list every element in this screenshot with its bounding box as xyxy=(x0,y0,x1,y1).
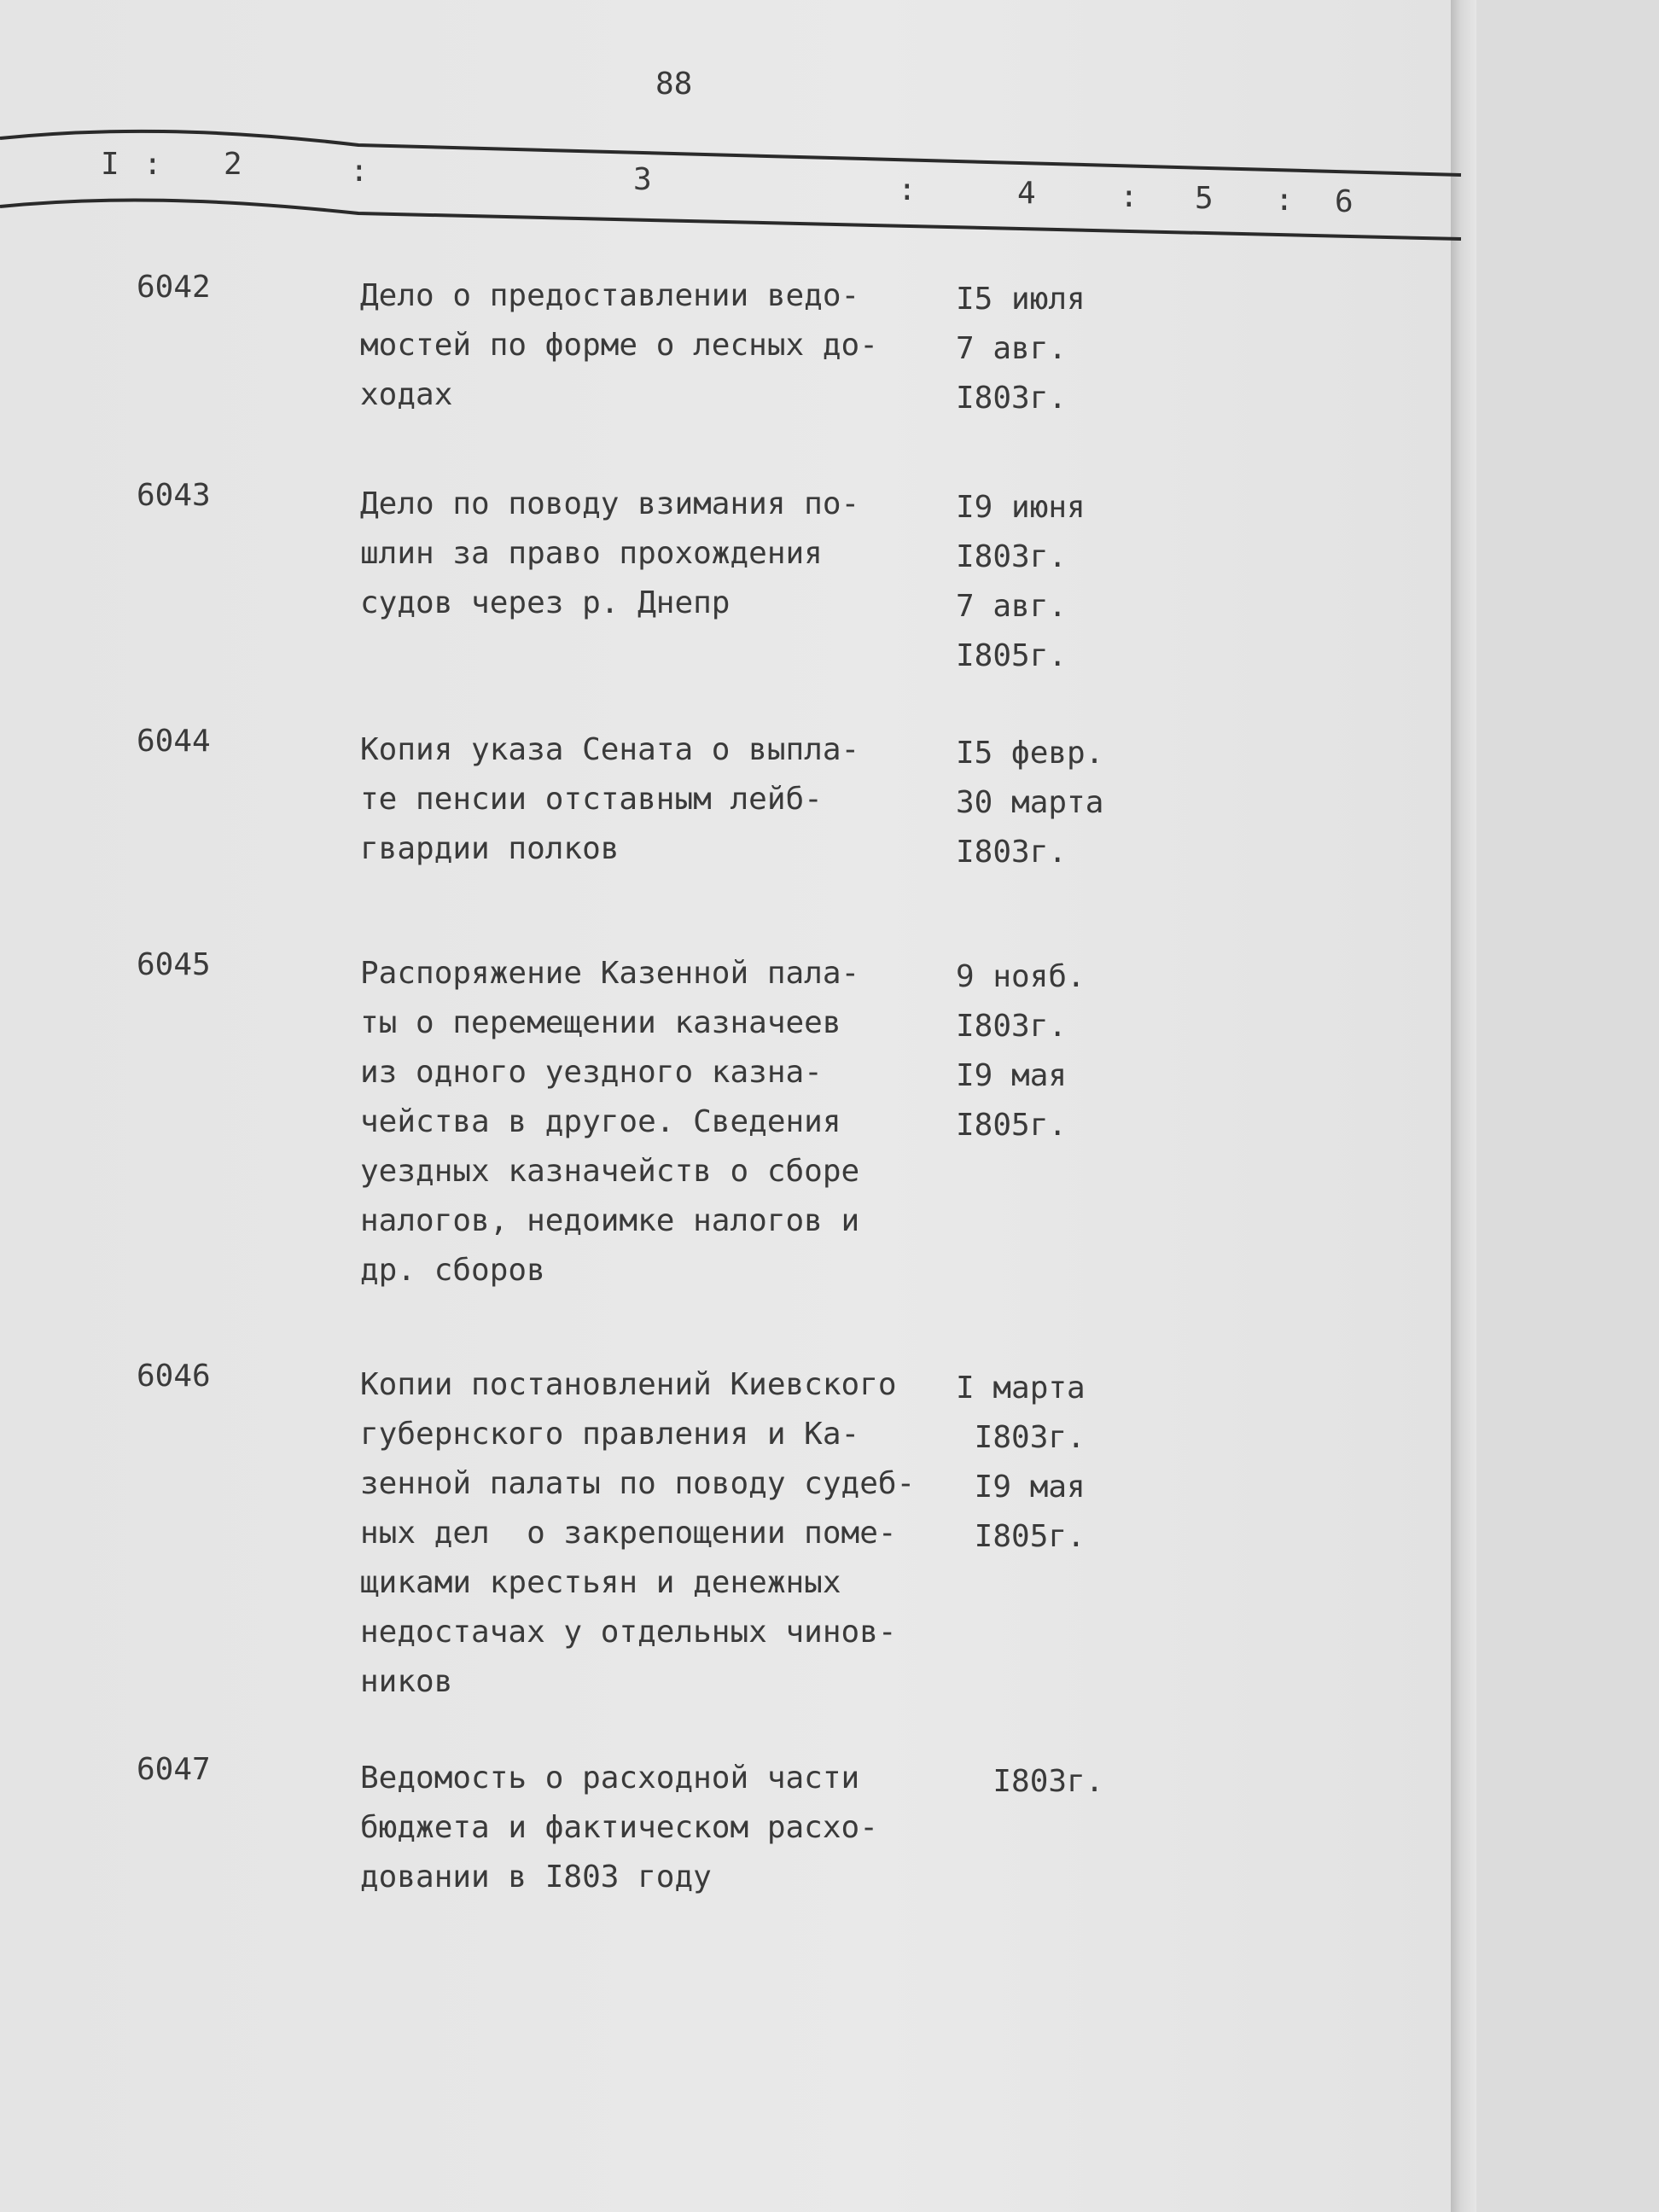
description-line: гвардии полков xyxy=(360,831,620,866)
column-header-5: 5 xyxy=(1195,181,1214,216)
date-line: I5 июля xyxy=(956,282,1086,317)
column-separator: : xyxy=(350,154,369,189)
date-line: I805г. xyxy=(956,638,1068,673)
description-line: ников xyxy=(360,1664,453,1699)
column-header-1: I xyxy=(101,147,119,182)
entry-description xyxy=(360,1754,878,1902)
date-line: I803г. xyxy=(956,1009,1068,1044)
description-line: Дело по поводу взимания по- xyxy=(360,486,860,521)
column-header-3: 3 xyxy=(633,162,652,197)
description-line: Дело о предоставлении ведо- xyxy=(360,278,860,313)
description-line: ходах xyxy=(360,377,453,412)
header-top-rule xyxy=(0,131,1461,175)
description-line: уездных казначейств о сборе xyxy=(360,1154,860,1189)
column-header-6: 6 xyxy=(1335,184,1353,219)
description-line: те пенсии отставным лейб- xyxy=(360,782,823,817)
entry-description xyxy=(360,480,859,628)
column-header-2: 2 xyxy=(224,147,242,182)
entry-description xyxy=(360,725,859,874)
date-line: I9 мая xyxy=(956,1470,1086,1505)
date-line: I803г. xyxy=(956,1420,1086,1455)
description-line: щиками крестьян и денежных xyxy=(360,1565,841,1600)
date-line: I9 мая xyxy=(956,1058,1068,1093)
description-line: мостей по форме о лесных до- xyxy=(360,328,878,363)
date-line: 9 нояб. xyxy=(956,959,1086,994)
entry-number: 6042 xyxy=(137,270,211,305)
page-edge xyxy=(1451,0,1476,2212)
date-line: I803г. xyxy=(956,539,1068,574)
entry-number: 6045 xyxy=(137,947,211,982)
header-bottom-rule xyxy=(0,200,1461,239)
entry-number: 6047 xyxy=(137,1752,211,1787)
date-line: I9 июня xyxy=(956,490,1086,525)
date-line: I803г. xyxy=(956,1764,1104,1799)
description-line: губернского правления и Ка- xyxy=(360,1417,860,1452)
date-line: I5 февр. xyxy=(956,736,1104,771)
description-line: довании в I803 году xyxy=(360,1860,712,1895)
column-separator: : xyxy=(898,172,917,207)
date-line: 7 авг. xyxy=(956,589,1068,624)
entry-description xyxy=(360,1360,915,1707)
column-separator: : xyxy=(143,147,162,182)
description-line: Ведомость о расходной части xyxy=(360,1761,860,1796)
date-line: I805г. xyxy=(956,1108,1068,1143)
description-line: Копии постановлений Киевского xyxy=(360,1367,897,1402)
entry-number: 6046 xyxy=(137,1359,211,1394)
description-line: бюджета и фактическом расхо- xyxy=(360,1810,878,1845)
entry-dates xyxy=(956,1364,1086,1562)
date-line: I805г. xyxy=(956,1519,1086,1554)
description-line: налогов, недоимке налогов и xyxy=(360,1203,860,1238)
column-header-4: 4 xyxy=(1017,176,1036,211)
date-line: 30 марта xyxy=(956,785,1104,820)
header-rules xyxy=(0,0,1659,273)
entry-dates xyxy=(956,729,1103,877)
entry-number: 6043 xyxy=(137,478,211,513)
description-line: ных дел о закрепощении поме- xyxy=(360,1516,897,1551)
description-line: из одного уездного казна- xyxy=(360,1055,823,1090)
entry-dates xyxy=(956,275,1086,423)
description-line: ты о перемещении казначеев xyxy=(360,1005,841,1040)
description-line: Распоряжение Казенной пала- xyxy=(360,956,860,991)
entry-description xyxy=(360,271,878,420)
entry-number: 6044 xyxy=(137,724,211,759)
date-line: I марта xyxy=(956,1371,1086,1406)
column-separator: : xyxy=(1275,183,1294,218)
entry-dates xyxy=(956,952,1086,1150)
description-line: судов через р. Днепр xyxy=(360,585,731,620)
description-line: недостачах у отдельных чинов- xyxy=(360,1615,897,1650)
entry-dates xyxy=(956,483,1086,681)
description-line: зенной палаты по поводу судеб- xyxy=(360,1466,916,1501)
entry-description xyxy=(360,949,859,1295)
date-line: I803г. xyxy=(956,381,1068,416)
description-line: др. сборов xyxy=(360,1253,545,1288)
date-line: I803г. xyxy=(956,835,1068,870)
date-line: 7 авг. xyxy=(956,331,1068,366)
description-line: шлин за право прохождения xyxy=(360,536,823,571)
page-number: 88 xyxy=(655,67,693,102)
description-line: Копия указа Сената о выпла- xyxy=(360,732,860,767)
entry-dates xyxy=(956,1757,1103,1807)
description-line: чейства в другое. Сведения xyxy=(360,1104,841,1139)
column-separator: : xyxy=(1120,179,1138,214)
